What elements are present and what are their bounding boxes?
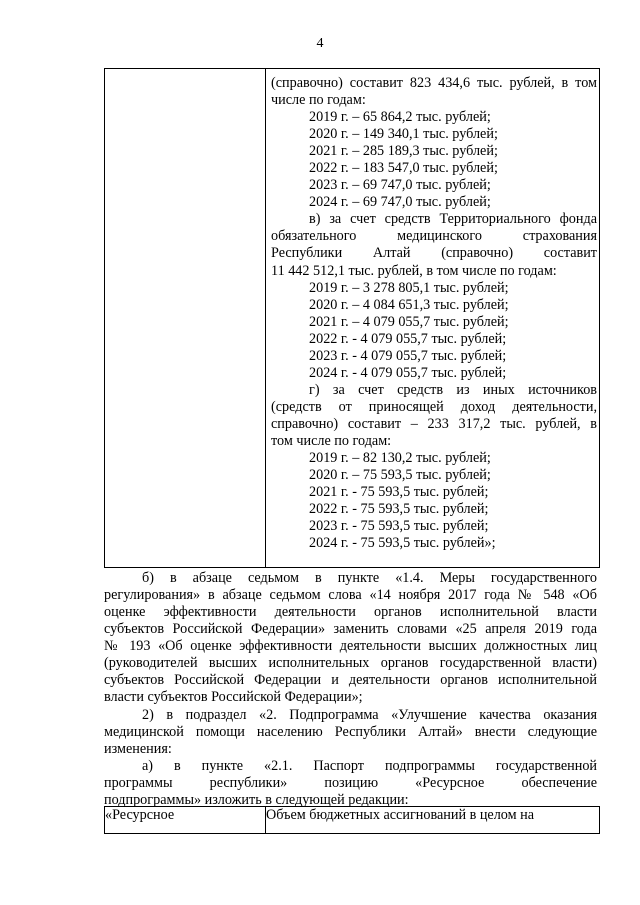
paragraph-line: субъектов Российской Федерации и деятельности органов исполнительной xyxy=(104,672,597,688)
paragraph-line: субъектов Российской Федерации» заменить словами «25 апреля 2019 года xyxy=(104,621,597,637)
paragraph-b xyxy=(104,570,597,706)
year-line: 2024 г. - 4 079 055,7 тыс. рублей; xyxy=(309,364,507,381)
paragraph-line: изменения: xyxy=(104,741,172,757)
year-line: 2021 г. - 75 593,5 тыс. рублей; xyxy=(309,484,489,501)
year-line: 2022 г. - 75 593,5 тыс. рублей; xyxy=(309,501,489,518)
resource-provision-label: «Ресурсное xyxy=(105,807,266,834)
section-g-line: г) за счет средств из иных источников xyxy=(309,381,597,398)
year-line: 2024 г. – 69 747,0 тыс. рублей; xyxy=(309,194,491,211)
section-g-line: справочно) составит – 233 317,2 тыс. рублей, в xyxy=(271,415,597,432)
paragraph-a xyxy=(104,758,597,809)
year-line: 2023 г. - 75 593,5 тыс. рублей; xyxy=(309,518,489,535)
year-line: 2023 г. - 4 079 055,7 тыс. рублей; xyxy=(309,347,507,364)
resource-provision-table xyxy=(104,806,600,834)
paragraph-line: медицинской помощи населению Республики Алтай» внести следующие xyxy=(104,724,597,740)
intro-line: (справочно) составит 823 434,6 тыс. рублей, в том xyxy=(271,75,597,91)
year-line: 2020 г. – 75 593,5 тыс. рублей; xyxy=(309,467,491,484)
section-v-line: обязательного медицинского страхования xyxy=(271,228,597,245)
page-number: 4 xyxy=(316,36,324,51)
section-v-line: Республики Алтай (справочно) составит xyxy=(271,245,597,262)
paragraph-line: б) в абзаце седьмом в пункте «1.4. Меры государственного xyxy=(142,570,597,586)
paragraph-line: регулирования» в абзаце седьмом слова «14 ноября 2017 года № 548 «Об xyxy=(104,587,597,603)
resource-provision-text: Объем бюджетных ассигнований в целом на xyxy=(266,807,600,834)
year-line: 2019 г. – 3 278 805,1 тыс. рублей; xyxy=(309,279,509,296)
year-line: 2022 г. – 183 547,0 тыс. рублей; xyxy=(309,160,498,177)
year-line: 2019 г. – 82 130,2 тыс. рублей; xyxy=(309,450,491,467)
year-line: 2024 г. - 75 593,5 тыс. рублей»; xyxy=(309,535,496,552)
resource-table-right-cell xyxy=(266,69,600,568)
year-line: 2020 г. – 149 340,1 тыс. рублей; xyxy=(309,126,498,143)
paragraph-2 xyxy=(104,707,597,758)
paragraph-line: 2) в подраздел «2. Подпрограмма «Улучшение качества оказания xyxy=(142,707,597,723)
year-line: 2022 г. - 4 079 055,7 тыс. рублей; xyxy=(309,330,507,347)
paragraph-line: оценке эффективности деятельности органов исполнительной власти xyxy=(104,604,597,620)
paragraph-line: программы республики» позицию «Ресурсное обеспечение xyxy=(104,775,597,791)
paragraph-line: (руководителей высших исполнительных органов государственной власти) xyxy=(104,655,597,671)
section-v-line: 11 442 512,1 тыс. рублей, в том числе по годам: xyxy=(271,262,557,279)
year-line: 2021 г. – 4 079 055,7 тыс. рублей; xyxy=(309,313,509,330)
year-line: 2020 г. – 4 084 651,3 тыс. рублей; xyxy=(309,296,509,313)
section-v-line: в) за счет средств Территориального фонда xyxy=(309,211,597,228)
paragraph-line: а) в пункте «2.1. Паспорт подпрограммы государственной xyxy=(142,758,597,774)
resource-table xyxy=(104,68,600,568)
section-g-line: том числе по годам: xyxy=(271,432,392,449)
year-line: 2019 г. – 65 864,2 тыс. рублей; xyxy=(309,109,491,126)
intro-line: числе по годам: xyxy=(271,92,366,109)
year-line: 2021 г. – 285 189,3 тыс. рублей; xyxy=(309,143,498,160)
paragraph-line: подпрограммы» изложить в следующей редакции: xyxy=(104,792,409,808)
resource-table-left-cell xyxy=(105,69,266,568)
year-line: 2023 г. – 69 747,0 тыс. рублей; xyxy=(309,177,491,194)
section-g-line: (средств от приносящей доход деятельности, xyxy=(271,398,597,415)
paragraph-line: № 193 «Об оценке эффективности деятельности высших должностных лиц xyxy=(104,638,597,654)
paragraph-line: власти субъектов Российской Федерации»; xyxy=(104,689,363,705)
